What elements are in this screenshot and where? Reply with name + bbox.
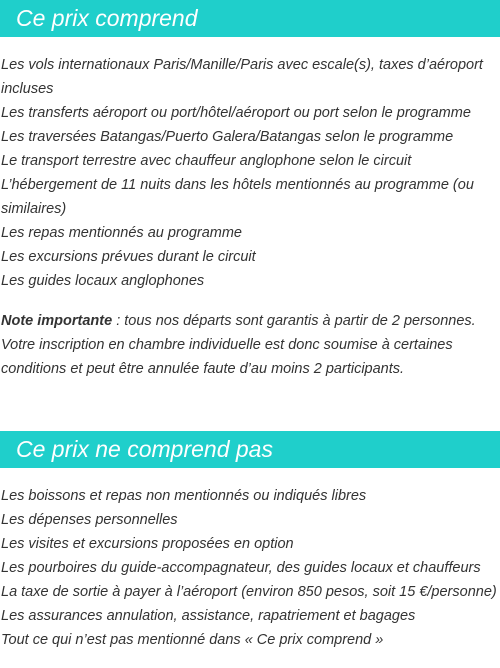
included-list — [0, 53, 500, 293]
list-item: Les pourboires du guide-accompagnateur, des guides locaux et chauffeurs — [1, 560, 481, 576]
excluded-list — [0, 484, 500, 652]
excluded-section-header — [0, 431, 500, 468]
list-item: Les dépenses personnelles — [1, 512, 178, 528]
list-item: Les traversées Batangas/Puerto Galera/Batangas selon le programme — [1, 129, 454, 145]
list-item: La taxe de sortie à payer à l’aéroport (environ 850 pesos, soit 15 €/personne) — [1, 584, 497, 600]
list-item: Tout ce qui n’est pas mentionné dans « Ce prix comprend » — [1, 632, 384, 648]
excluded-section-title: Ce prix ne comprend pas — [16, 436, 273, 462]
list-item: Les transferts aéroport ou port/hôtel/aéroport ou port selon le programme — [1, 105, 471, 121]
included-section-header — [0, 0, 500, 37]
list-item: Les assurances annulation, assistance, rapatriement et bagages — [1, 608, 416, 624]
list-item: Les guides locaux anglophones — [1, 273, 205, 289]
list-item: Les repas mentionnés au programme — [1, 225, 242, 241]
important-note-label: Note importante — [1, 313, 113, 329]
list-item: Les excursions prévues durant le circuit — [1, 249, 256, 265]
important-note — [0, 309, 500, 381]
list-item: Les visites et excursions proposées en option — [1, 536, 294, 552]
list-item: L’hébergement de 11 nuits dans les hôtels mentionnés au programme (ou similaires) — [1, 177, 474, 217]
list-item: Les boissons et repas non mentionnés ou indiqués libres — [1, 488, 367, 504]
important-note-text: : tous nos départs sont garantis à partir de 2 personnes. Votre inscription en chambre individuelle est donc soumise à certaines conditions et peut être annulée faute d’au moins 2 participants. — [1, 313, 476, 377]
list-item: Le transport terrestre avec chauffeur anglophone selon le circuit — [1, 153, 412, 169]
included-section-title: Ce prix comprend — [16, 5, 198, 31]
list-item: Les vols internationaux Paris/Manille/Paris avec escale(s), taxes d’aéroport incluses — [1, 57, 483, 97]
